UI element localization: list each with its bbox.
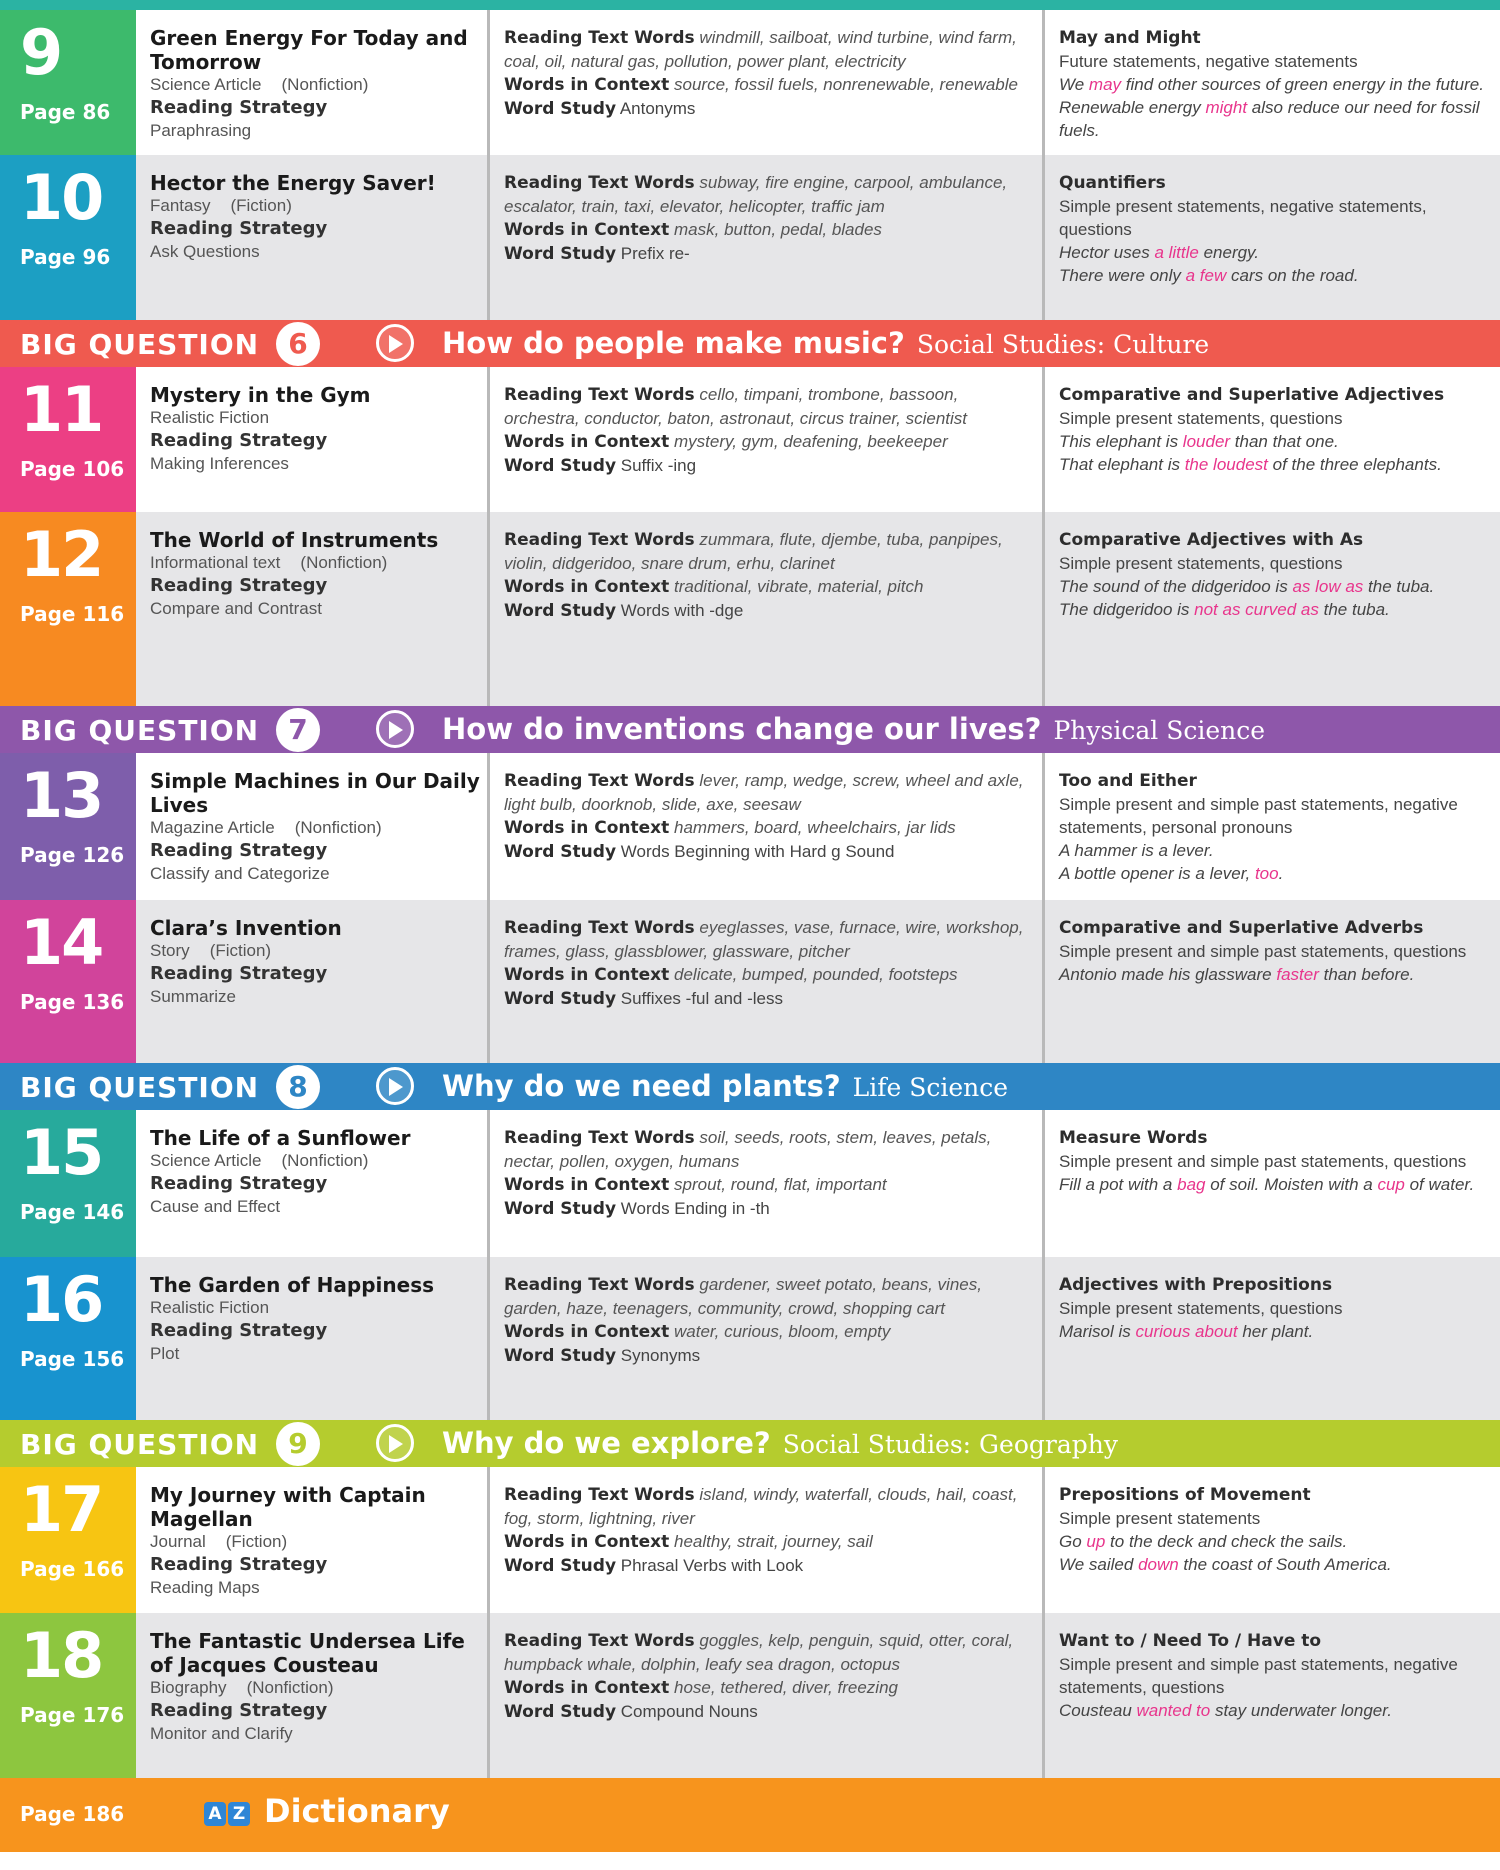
- grammar-description: Simple present statements: [1059, 1509, 1261, 1528]
- reading-strategy-value: Reading Maps: [150, 1578, 260, 1597]
- story-cell: [136, 1110, 487, 1257]
- highlighted-phrase: down: [1138, 1555, 1179, 1574]
- reading-text-words: Reading Text Words lever, ramp, wedge, screw, wheel and axle, light bulb, doorknob, slide, axe, seesaw: [504, 771, 1024, 814]
- story-cell: [136, 10, 487, 155]
- grammar-title: Comparative Adjectives with As: [1059, 530, 1364, 550]
- grammar-cell: [1042, 753, 1500, 900]
- words-in-context: Words in Context hose, tethered, diver, freezing: [504, 1678, 898, 1698]
- unit-number-cell[interactable]: [0, 367, 136, 512]
- big-question-label: BIG QUESTION: [20, 1071, 260, 1104]
- unit-page-number: Page 166: [20, 1557, 125, 1581]
- words-in-context: Words in Context healthy, strait, journey, sail: [504, 1532, 873, 1552]
- unit-page-number: Page 176: [20, 1703, 125, 1727]
- story-title: Clara’s Invention: [150, 916, 342, 940]
- reading-text-words: Reading Text Words soil, seeds, roots, stem, leaves, petals, nectar, pollen, oxygen, humans: [504, 1128, 992, 1171]
- grammar-example: Hector uses a little energy.: [1059, 243, 1260, 262]
- story-genre: Journal (Fiction): [150, 1532, 288, 1551]
- grammar-title: Comparative and Superlative Adverbs: [1059, 918, 1424, 938]
- dictionary-page-number: Page 186: [20, 1802, 125, 1826]
- unit-page-number: Page 116: [20, 602, 125, 626]
- fiction-type: (Fiction): [209, 941, 272, 960]
- play-icon[interactable]: [376, 1424, 414, 1462]
- reading-text-words: Reading Text Words goggles, kelp, penguin, squid, otter, coral, humpback whale, dolphin, leafy sea dragon, octopus: [504, 1631, 1014, 1674]
- story-details: [150, 1297, 480, 1365]
- reading-strategy-label: Reading Strategy: [150, 1554, 328, 1575]
- story-title: The Garden of Happiness: [150, 1273, 435, 1297]
- vocabulary-cell: [487, 753, 1045, 900]
- story-cell: [136, 1257, 487, 1420]
- highlighted-phrase: a little: [1154, 243, 1199, 262]
- reading-text-words: Reading Text Words cello, timpani, trombone, bassoon, orchestra, conductor, baton, astronaut, circus trainer, scientist: [504, 385, 968, 428]
- highlighted-phrase: wanted to: [1136, 1701, 1211, 1720]
- reading-text-words: Reading Text Words windmill, sailboat, wind turbine, wind farm, coal, oil, natural gas, pollution, power plant, electricity: [504, 28, 1017, 71]
- unit-number: 9: [20, 16, 62, 89]
- story-details: [150, 407, 480, 475]
- grammar-cell: [1042, 155, 1500, 320]
- reading-text-words: Reading Text Words eyeglasses, vase, furnace, wire, workshop, frames, glass, glassblower, glassware, pitcher: [504, 918, 1024, 961]
- unit-number-cell[interactable]: [0, 1257, 136, 1420]
- grammar-example: Antonio made his glassware faster than before.: [1059, 965, 1415, 984]
- grammar-description: Simple present and simple past statements, negative statements, personal pronouns: [1059, 795, 1458, 837]
- story-title: The Life of a Sunflower: [150, 1126, 411, 1150]
- unit-number: 17: [20, 1473, 103, 1546]
- reading-strategy-label: Reading Strategy: [150, 430, 328, 451]
- story-details: [150, 1150, 480, 1218]
- vocabulary-cell: [487, 1110, 1045, 1257]
- grammar-description: Simple present statements, questions: [1059, 409, 1343, 428]
- grammar-description: Simple present statements, questions: [1059, 1299, 1343, 1318]
- story-genre: Realistic Fiction: [150, 1298, 270, 1317]
- fiction-type: (Nonfiction): [294, 818, 382, 837]
- words-in-context: Words in Context hammers, board, wheelchairs, jar lids: [504, 818, 956, 838]
- highlighted-phrase: faster: [1276, 965, 1319, 984]
- words-in-context: Words in Context traditional, vibrate, material, pitch: [504, 577, 924, 597]
- story-cell: [136, 367, 487, 512]
- grammar-example: We sailed down the coast of South America.: [1059, 1555, 1392, 1574]
- fiction-type: (Fiction): [225, 1532, 288, 1551]
- word-study: Word Study Prefix re-: [504, 244, 690, 264]
- big-question-number: 8: [276, 1065, 320, 1109]
- highlighted-phrase: may: [1088, 75, 1122, 94]
- vocabulary-cell: [487, 367, 1045, 512]
- big-question-number: 9: [276, 1422, 320, 1466]
- story-cell: [136, 1467, 487, 1613]
- vocabulary-cell: [487, 10, 1045, 155]
- unit-page-number: Page 106: [20, 457, 125, 481]
- unit-page-number: Page 146: [20, 1200, 125, 1224]
- grammar-example: Go up to the deck and check the sails.: [1059, 1532, 1348, 1551]
- unit-page-number: Page 96: [20, 245, 111, 269]
- fiction-type: (Nonfiction): [281, 1151, 369, 1170]
- grammar-description: Simple present and simple past statements, questions: [1059, 1152, 1467, 1171]
- play-icon[interactable]: [376, 710, 414, 748]
- words-in-context: Words in Context mystery, gym, deafening, beekeeper: [504, 432, 948, 452]
- story-title: The World of Instruments: [150, 528, 439, 552]
- reading-strategy-value: Cause and Effect: [150, 1197, 281, 1216]
- big-question-label: BIG QUESTION: [20, 714, 260, 747]
- grammar-example: We may find other sources of green energy in the future.: [1059, 75, 1484, 94]
- story-title: My Journey with Captain Magellan: [150, 1483, 426, 1531]
- grammar-title: Prepositions of Movement: [1059, 1485, 1311, 1505]
- highlighted-phrase: might: [1205, 98, 1248, 117]
- story-cell: [136, 155, 487, 320]
- words-in-context: Words in Context mask, button, pedal, blades: [504, 220, 882, 240]
- vocabulary-cell: [487, 155, 1045, 320]
- word-study: Word Study Synonyms: [504, 1346, 701, 1366]
- reading-strategy-value: Classify and Categorize: [150, 864, 330, 883]
- unit-page-number: Page 156: [20, 1347, 125, 1371]
- highlighted-phrase: louder: [1182, 432, 1231, 451]
- story-cell: [136, 753, 487, 900]
- reading-strategy-value: Compare and Contrast: [150, 599, 322, 618]
- big-question-subject: Life Science: [852, 1073, 1009, 1102]
- grammar-example: A bottle opener is a lever, too.: [1059, 864, 1284, 883]
- grammar-title: Comparative and Superlative Adjectives: [1059, 385, 1445, 405]
- reading-text-words: Reading Text Words gardener, sweet potato, beans, vines, garden, haze, teenagers, community, crowd, shopping cart: [504, 1275, 982, 1318]
- reading-strategy-label: Reading Strategy: [150, 840, 328, 861]
- grammar-cell: [1042, 900, 1500, 1063]
- story-details: [150, 195, 480, 263]
- big-question-subject: Social Studies: Culture: [916, 330, 1210, 359]
- word-study: Word Study Words Beginning with Hard g Sound: [504, 842, 895, 862]
- word-study: Word Study Words Ending in -th: [504, 1199, 770, 1219]
- reading-strategy-value: Ask Questions: [150, 242, 260, 261]
- grammar-title: Want to / Need To / Have to: [1059, 1631, 1322, 1651]
- grammar-description: Simple present statements, questions: [1059, 554, 1343, 573]
- grammar-example: That elephant is the loudest of the three elephants.: [1059, 455, 1442, 474]
- vocabulary-cell: [487, 1467, 1045, 1613]
- story-details: [150, 940, 480, 1008]
- grammar-cell: [1042, 512, 1500, 706]
- unit-number: 12: [20, 518, 103, 591]
- grammar-example: This elephant is louder than that one.: [1059, 432, 1339, 451]
- grammar-description: Future statements, negative statements: [1059, 52, 1358, 71]
- big-question-number: 7: [276, 708, 320, 752]
- vocabulary-cell: [487, 1257, 1045, 1420]
- reading-strategy-label: Reading Strategy: [150, 218, 328, 239]
- reading-strategy-label: Reading Strategy: [150, 1173, 328, 1194]
- unit-row[interactable]: [0, 900, 1500, 1063]
- big-question-banner: [0, 1420, 1500, 1467]
- big-question-subject: Physical Science: [1053, 716, 1266, 745]
- reading-strategy-label: Reading Strategy: [150, 97, 328, 118]
- words-in-context: Words in Context source, fossil fuels, nonrenewable, renewable: [504, 75, 1018, 95]
- grammar-cell: [1042, 1467, 1500, 1613]
- grammar-title: Quantifiers: [1059, 173, 1166, 193]
- story-title: Hector the Energy Saver!: [150, 171, 436, 195]
- grammar-title: Too and Either: [1059, 771, 1197, 791]
- words-in-context: Words in Context sprout, round, flat, important: [504, 1175, 887, 1195]
- highlighted-phrase: not as curved as: [1194, 600, 1319, 619]
- word-study: Word Study Antonyms: [504, 99, 696, 119]
- reading-strategy-label: Reading Strategy: [150, 1700, 328, 1721]
- grammar-example: A hammer is a lever.: [1059, 841, 1214, 860]
- unit-number-cell[interactable]: [0, 1110, 136, 1257]
- grammar-example: Fill a pot with a bag of soil. Moisten with a cup of water.: [1059, 1175, 1475, 1194]
- words-in-context: Words in Context water, curious, bloom, empty: [504, 1322, 891, 1342]
- big-question-label: BIG QUESTION: [20, 328, 260, 361]
- highlighted-phrase: a few: [1185, 266, 1227, 285]
- unit-row[interactable]: [0, 155, 1500, 320]
- grammar-description: Simple present and simple past statements, questions: [1059, 942, 1467, 961]
- grammar-cell: [1042, 10, 1500, 155]
- unit-number: 10: [20, 161, 103, 234]
- word-study: Word Study Compound Nouns: [504, 1702, 758, 1722]
- story-details: [150, 1531, 480, 1599]
- story-details: [150, 74, 480, 142]
- big-question-text: How do people make music? Social Studies: Culture: [442, 326, 1210, 360]
- big-question-banner: [0, 706, 1500, 753]
- reading-strategy-value: Summarize: [150, 987, 236, 1006]
- reading-strategy-value: Monitor and Clarify: [150, 1724, 293, 1743]
- unit-number-cell[interactable]: [0, 753, 136, 900]
- grammar-description: Simple present statements, negative statements, questions: [1059, 197, 1427, 239]
- unit-page-number: Page 136: [20, 990, 125, 1014]
- big-question-subject: Social Studies: Geography: [782, 1430, 1118, 1459]
- fiction-type: (Fiction): [230, 196, 292, 215]
- story-cell: [136, 900, 487, 1063]
- story-genre: Fantasy (Fiction): [150, 196, 292, 215]
- az-dictionary-icon: A Z: [204, 1802, 252, 1828]
- story-title: Simple Machines in Our Daily Lives: [150, 769, 480, 817]
- unit-row[interactable]: [0, 1110, 1500, 1257]
- grammar-example: There were only a few cars on the road.: [1059, 266, 1359, 285]
- grammar-example: Cousteau wanted to stay underwater longer.: [1059, 1701, 1392, 1720]
- reading-strategy-value: Paraphrasing: [150, 121, 252, 140]
- unit-row[interactable]: [0, 367, 1500, 512]
- grammar-example: Marisol is curious about her plant.: [1059, 1322, 1314, 1341]
- story-details: [150, 1677, 480, 1745]
- grammar-cell: [1042, 1110, 1500, 1257]
- story-genre: Biography (Nonfiction): [150, 1678, 334, 1697]
- unit-page-number: Page 86: [20, 100, 111, 124]
- big-question-banner: [0, 320, 1500, 367]
- unit-number: 11: [20, 373, 103, 446]
- story-genre: Science Article (Nonfiction): [150, 1151, 369, 1170]
- unit-row[interactable]: [0, 1467, 1500, 1613]
- word-study: Word Study Suffix -ing: [504, 456, 697, 476]
- big-question-text: How do inventions change our lives? Physical Science: [442, 712, 1266, 746]
- grammar-cell: [1042, 1257, 1500, 1420]
- unit-number-cell[interactable]: [0, 155, 136, 320]
- vocabulary-cell: [487, 900, 1045, 1063]
- unit-row[interactable]: [0, 1613, 1500, 1778]
- highlighted-phrase: curious about: [1135, 1322, 1238, 1341]
- story-title: Green Energy For Today and Tomorrow: [150, 26, 468, 74]
- dictionary-footer[interactable]: [0, 1778, 1500, 1852]
- unit-number: 13: [20, 759, 103, 832]
- unit-number: 18: [20, 1619, 103, 1692]
- story-genre: Magazine Article (Nonfiction): [150, 818, 382, 837]
- big-question-text: Why do we explore? Social Studies: Geography: [442, 1426, 1118, 1460]
- unit-row[interactable]: [0, 1257, 1500, 1420]
- words-in-context: Words in Context delicate, bumped, pounded, footsteps: [504, 965, 958, 985]
- play-icon[interactable]: [376, 1067, 414, 1105]
- reading-strategy-label: Reading Strategy: [150, 575, 328, 596]
- fiction-type: (Nonfiction): [300, 553, 388, 572]
- unit-number: 14: [20, 906, 103, 979]
- reading-text-words: Reading Text Words island, windy, waterfall, clouds, hail, coast, fog, storm, lightning, river: [504, 1485, 1018, 1528]
- reading-strategy-value: Making Inferences: [150, 454, 289, 473]
- story-genre: Realistic Fiction: [150, 408, 270, 427]
- grammar-title: Adjectives with Prepositions: [1059, 1275, 1333, 1295]
- unit-row[interactable]: [0, 512, 1500, 706]
- story-genre: Science Article (Nonfiction): [150, 75, 369, 94]
- unit-number-cell[interactable]: [0, 10, 136, 155]
- highlighted-phrase: too: [1254, 864, 1279, 883]
- big-question-banner: [0, 1063, 1500, 1110]
- vocabulary-cell: [487, 1613, 1045, 1778]
- grammar-title: Measure Words: [1059, 1128, 1208, 1148]
- unit-row[interactable]: [0, 753, 1500, 900]
- play-icon[interactable]: [376, 324, 414, 362]
- highlighted-phrase: the loudest: [1184, 455, 1268, 474]
- unit-page-number: Page 126: [20, 843, 125, 867]
- story-genre: Informational text (Nonfiction): [150, 553, 388, 572]
- grammar-cell: [1042, 1613, 1500, 1778]
- grammar-example: Renewable energy might also reduce our need for fossil fuels.: [1059, 98, 1480, 140]
- fiction-type: (Nonfiction): [246, 1678, 334, 1697]
- big-question-label: BIG QUESTION: [20, 1428, 260, 1461]
- story-cell: [136, 1613, 487, 1778]
- story-details: [150, 552, 480, 620]
- reading-strategy-label: Reading Strategy: [150, 1320, 328, 1341]
- story-genre: Story (Fiction): [150, 941, 272, 960]
- unit-row[interactable]: [0, 10, 1500, 155]
- story-details: [150, 817, 480, 885]
- grammar-title: May and Might: [1059, 28, 1201, 48]
- word-study: Word Study Phrasal Verbs with Look: [504, 1556, 804, 1576]
- big-question-number: 6: [276, 322, 320, 366]
- vocabulary-cell: [487, 512, 1045, 706]
- unit-number-cell[interactable]: [0, 1613, 136, 1778]
- grammar-description: Simple present and simple past statements, negative statements, questions: [1059, 1655, 1458, 1697]
- dictionary-title: Dictionary: [264, 1792, 450, 1830]
- highlighted-phrase: bag: [1177, 1175, 1206, 1194]
- reading-text-words: Reading Text Words zummara, flute, djembe, tuba, panpipes, violin, didgeridoo, snare drum, erhu, clarinet: [504, 530, 1003, 573]
- highlighted-phrase: as low as: [1292, 577, 1364, 596]
- grammar-example: The sound of the didgeridoo is as low as the tuba.: [1059, 577, 1435, 596]
- story-title: The Fantastic Undersea Life of Jacques Cousteau: [150, 1629, 465, 1677]
- highlighted-phrase: cup: [1377, 1175, 1405, 1194]
- story-cell: [136, 512, 487, 706]
- unit-number-cell[interactable]: [0, 512, 136, 706]
- unit-number: 16: [20, 1263, 103, 1336]
- word-study: Word Study Words with -dge: [504, 601, 744, 621]
- word-study: Word Study Suffixes -ful and -less: [504, 989, 783, 1009]
- unit-number: 15: [20, 1116, 103, 1189]
- fiction-type: (Nonfiction): [281, 75, 369, 94]
- grammar-example: The didgeridoo is not as curved as the tuba.: [1059, 600, 1390, 619]
- highlighted-phrase: up: [1086, 1532, 1106, 1551]
- reading-strategy-label: Reading Strategy: [150, 963, 328, 984]
- grammar-cell: [1042, 367, 1500, 512]
- reading-strategy-value: Plot: [150, 1344, 180, 1363]
- unit-number-cell[interactable]: [0, 900, 136, 1063]
- top-color-strip: [0, 0, 1500, 10]
- big-question-text: Why do we need plants? Life Science: [442, 1069, 1009, 1103]
- story-title: Mystery in the Gym: [150, 383, 371, 407]
- unit-number-cell[interactable]: [0, 1467, 136, 1613]
- reading-text-words: Reading Text Words subway, fire engine, carpool, ambulance, escalator, train, taxi, elevator, helicopter, traffic jam: [504, 173, 1008, 216]
